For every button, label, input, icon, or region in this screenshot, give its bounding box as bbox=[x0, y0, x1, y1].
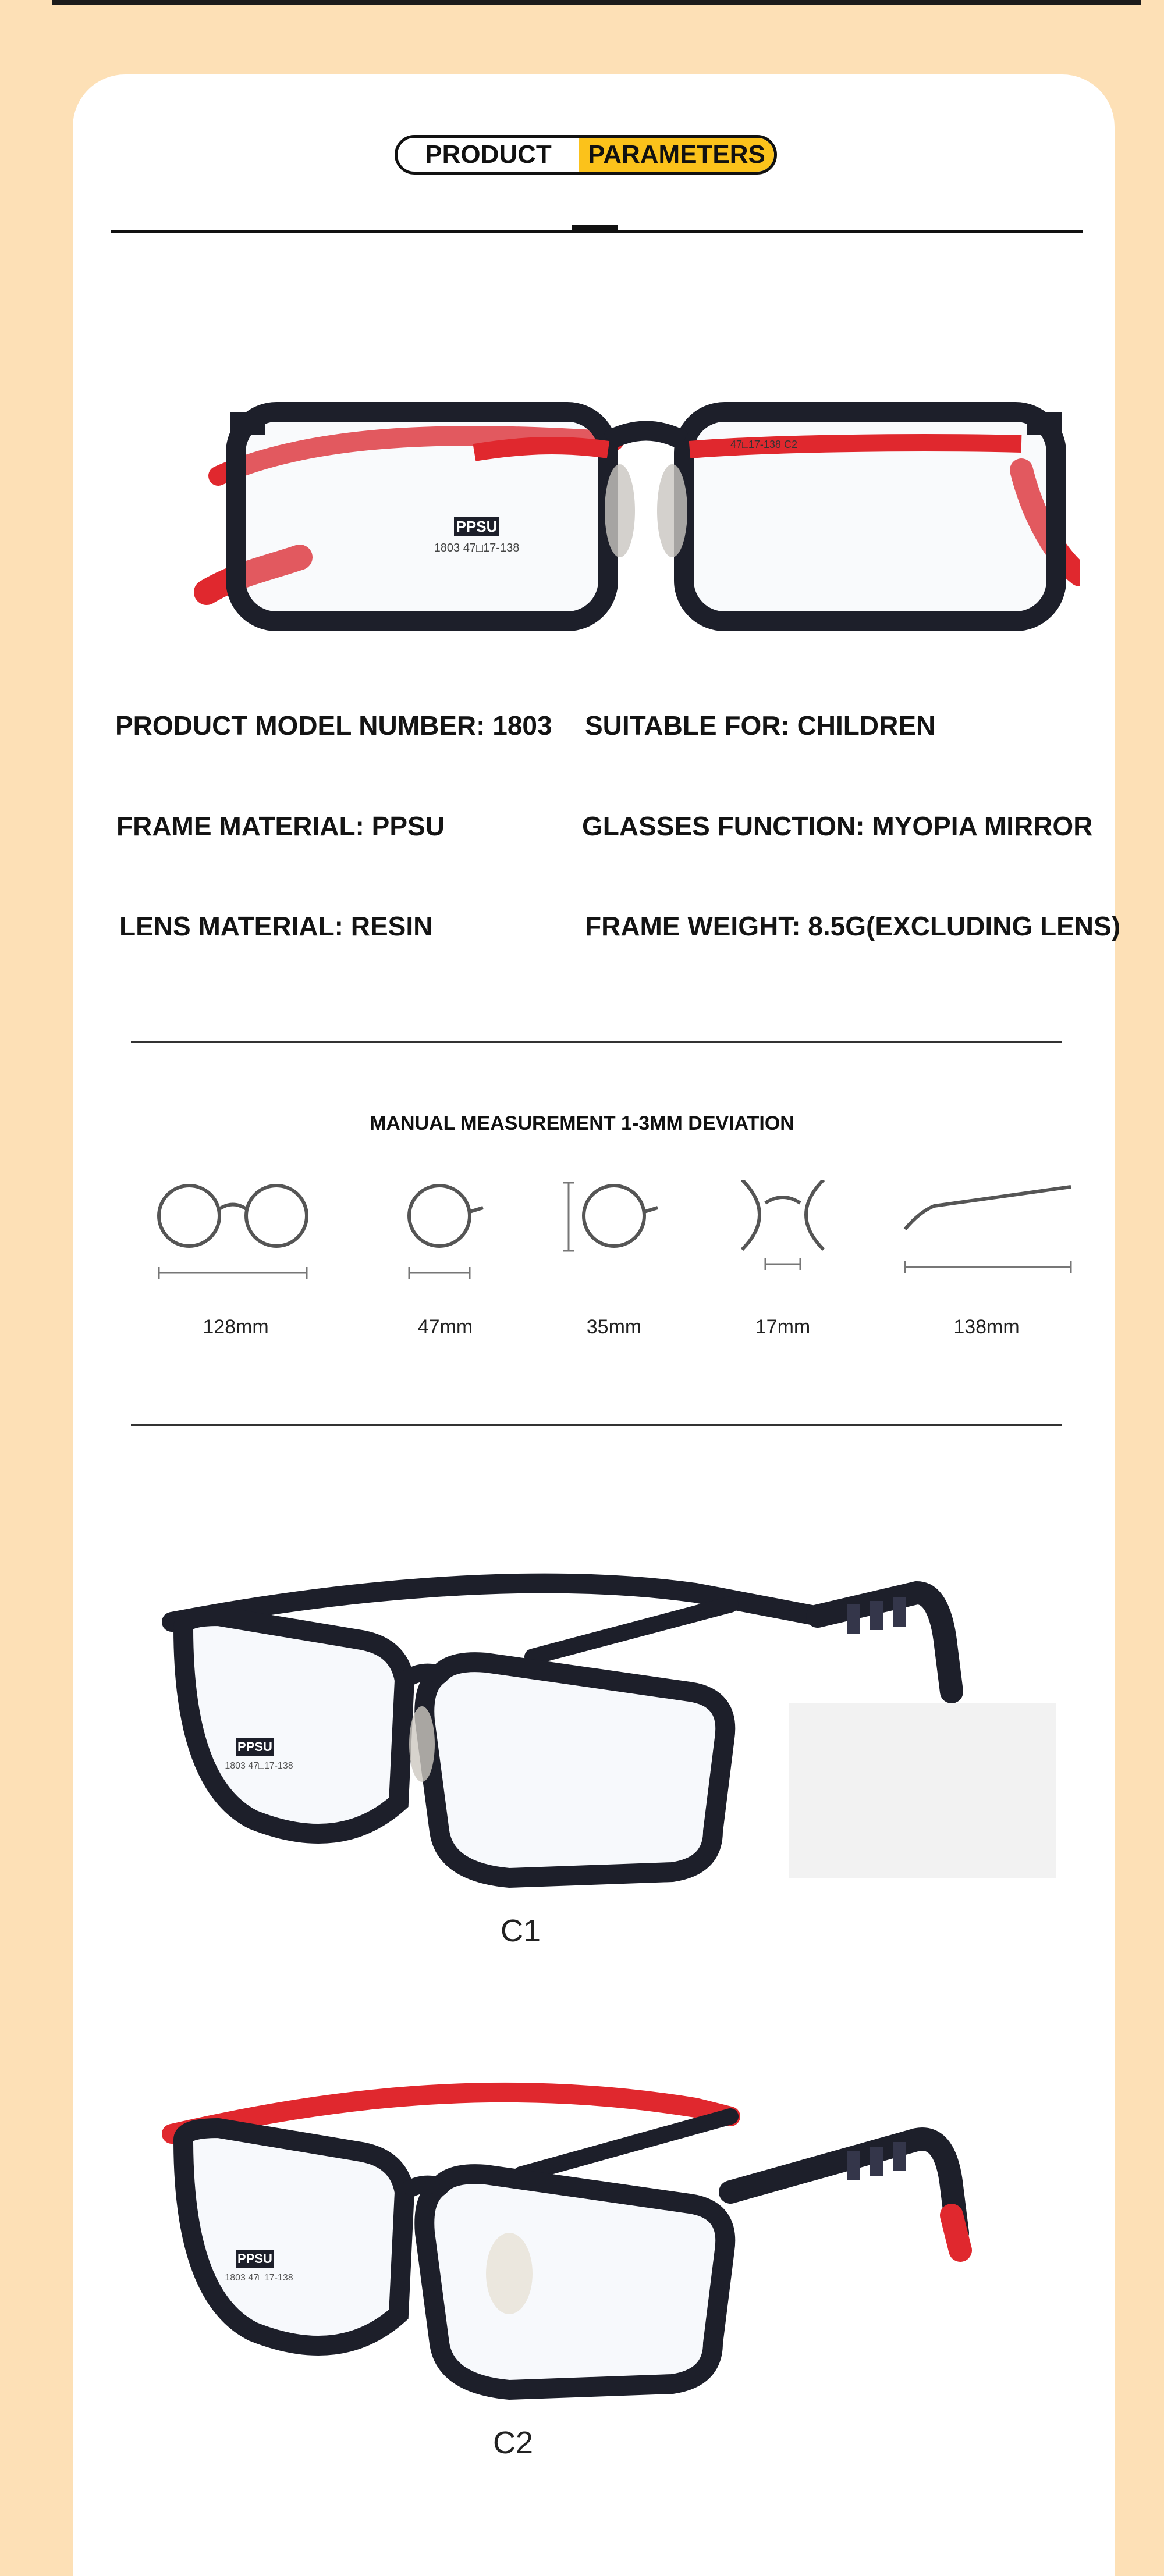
measurement-title: MANUAL MEASUREMENT 1-3MM DEVIATION bbox=[370, 1112, 794, 1134]
c2-badge-text: PPSU bbox=[237, 2251, 272, 2266]
measure-label-lens-width: 47mm bbox=[417, 1316, 473, 1338]
variant-c1-image bbox=[148, 1529, 1080, 1936]
frame-width-icon bbox=[143, 1180, 329, 1285]
c1-badge-text: PPSU bbox=[237, 1739, 272, 1754]
lens-width-icon bbox=[387, 1180, 503, 1285]
lens-height-icon bbox=[556, 1180, 672, 1285]
spec-lens-material: LENS MATERIAL: RESIN bbox=[119, 911, 433, 941]
spec-suitable: SUITABLE FOR: CHILDREN bbox=[585, 710, 936, 741]
hero-glasses-image bbox=[148, 296, 1080, 668]
header-rule-tab bbox=[572, 225, 618, 231]
temple-length-icon bbox=[888, 1180, 1085, 1285]
measure-label-temple: 138mm bbox=[953, 1316, 1020, 1338]
section-header bbox=[395, 135, 777, 175]
spec-frame-material: FRAME MATERIAL: PPSU bbox=[116, 811, 445, 841]
spec-weight: FRAME WEIGHT: 8.5G(EXCLUDING LENS) bbox=[585, 911, 1121, 941]
top-rule bbox=[52, 0, 1141, 5]
hero-badge-text: PPSU bbox=[456, 518, 498, 535]
variant-c2-caption: C2 bbox=[493, 2425, 534, 2460]
section-divider-top bbox=[131, 1041, 1062, 1043]
variant-c1-caption: C1 bbox=[501, 1913, 541, 1948]
measure-label-frame-width: 128mm bbox=[203, 1316, 269, 1338]
variant-c2-image bbox=[148, 2041, 1080, 2448]
content-card bbox=[73, 74, 1121, 2576]
hero-model-print: 1803 47□17-138 bbox=[434, 542, 520, 554]
spec-function: GLASSES FUNCTION: MYOPIA MIRROR bbox=[582, 811, 1093, 841]
hero-temple-print: 47□17-138 C2 bbox=[730, 439, 797, 450]
section-divider-bottom bbox=[131, 1424, 1062, 1426]
bridge-width-icon bbox=[725, 1180, 841, 1285]
tab-parameters: PARAMETERS bbox=[579, 138, 774, 172]
spec-model: PRODUCT MODEL NUMBER: 1803 bbox=[115, 710, 552, 741]
tab-product: PRODUCT bbox=[425, 140, 552, 169]
c1-model-print: 1803 47□17-138 bbox=[225, 1761, 293, 1771]
measure-label-bridge: 17mm bbox=[755, 1316, 811, 1338]
measure-label-lens-height: 35mm bbox=[586, 1316, 642, 1338]
c2-model-print: 1803 47□17-138 bbox=[225, 2273, 293, 2283]
